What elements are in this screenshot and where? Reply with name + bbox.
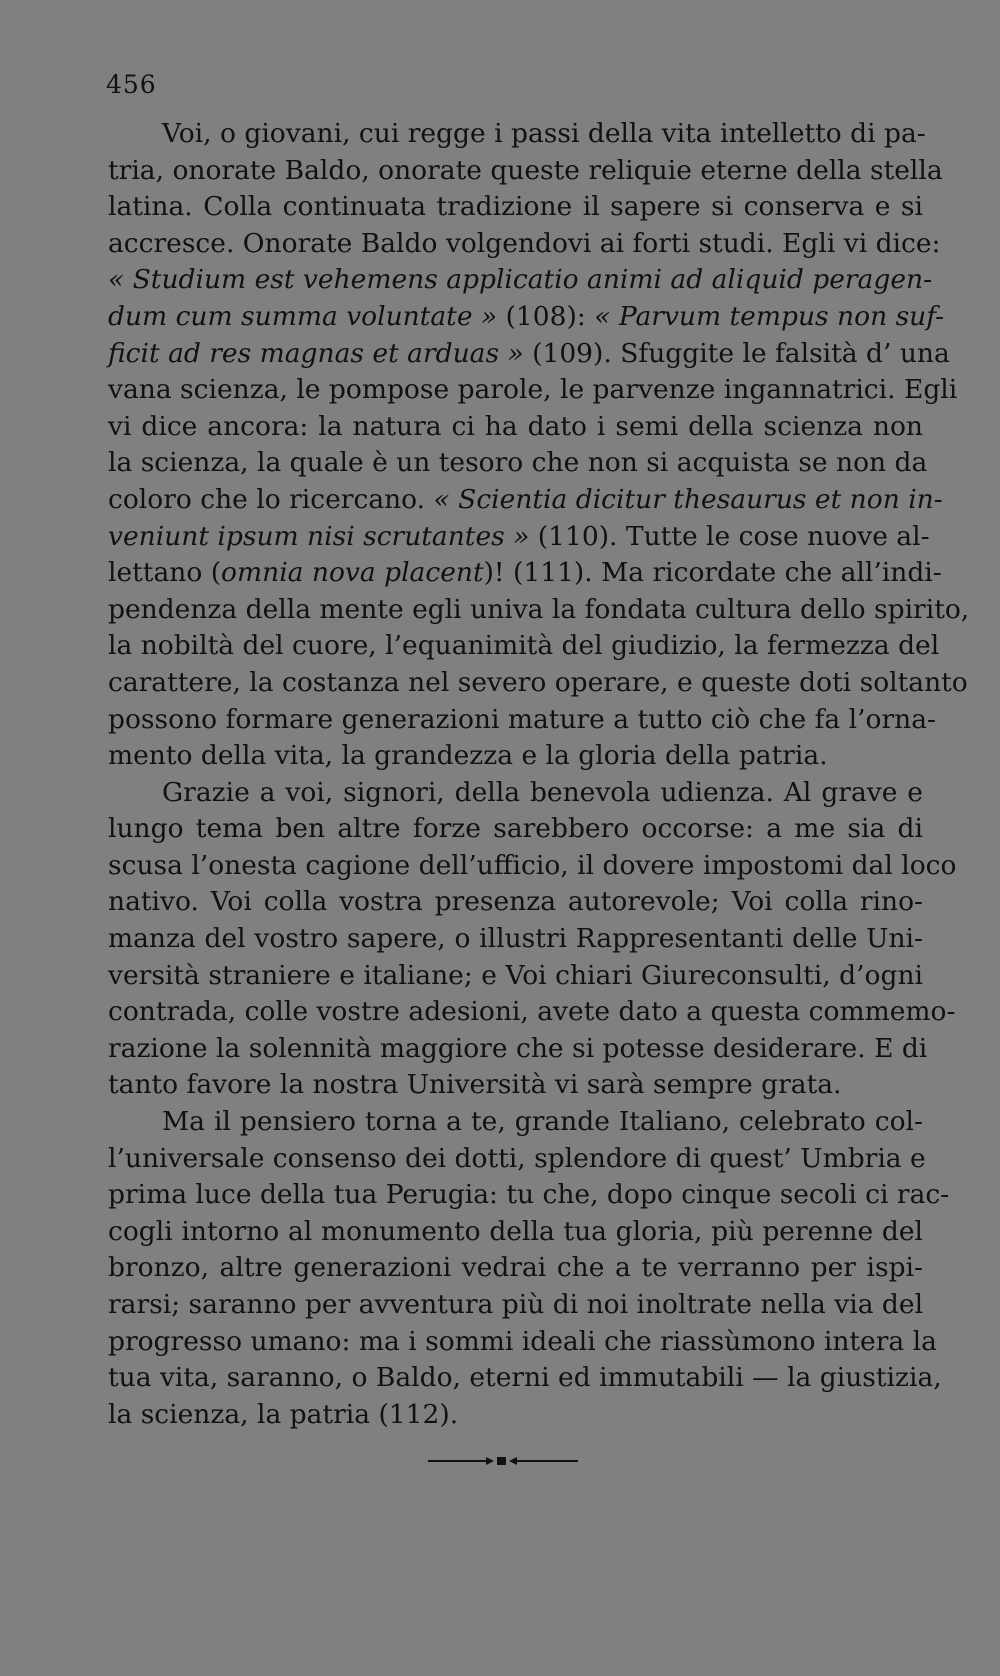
text-line: [108, 1104, 923, 1141]
text-line: [108, 628, 940, 665]
page-number: 456: [106, 70, 157, 99]
text-line: [108, 262, 933, 299]
text-segment: contrada, colle vostre adesioni, avete dato a questa commemo-: [108, 996, 956, 1028]
text-segment: tanto favore la nostra Università vi sarà sempre grata.: [108, 1069, 842, 1101]
text-segment: )! (111). Ma ricordate che all’indi-: [483, 557, 942, 589]
text-segment: vana scienza, le pompose parole, le parvenze ingannatrici. Egli: [108, 374, 958, 406]
text-segment: la scienza, la patria (112).: [108, 1398, 459, 1430]
text-segment: possono formare generazioni mature a tutto ciò che fa l’orna-: [108, 703, 936, 735]
latin-quotation: veniunt ipsum nisi scrutantes »: [108, 520, 530, 552]
text-line: [108, 409, 923, 446]
text-line: [108, 189, 923, 226]
text-line: [108, 811, 923, 848]
text-segment: (110). Tutte le cose nuove al-: [529, 520, 930, 552]
text-segment: cogli intorno al monumento della tua gloria, più perenne del: [108, 1215, 923, 1247]
text-line: [108, 702, 936, 739]
text-line: [108, 1397, 923, 1434]
text-line: [108, 994, 956, 1031]
text-line: [108, 1360, 942, 1397]
text-line: [108, 153, 943, 190]
text-segment: lungo tema ben altre forze sarebbero occorse: a me sia di: [108, 813, 923, 845]
paragraph: [108, 116, 970, 775]
text-line: [108, 482, 943, 519]
text-segment: Voi, o giovani, cui regge i passi della vita intelletto di pa-: [162, 118, 926, 149]
text-segment: Ma il pensiero torna a te, grande Italiano, celebrato col-: [162, 1106, 923, 1138]
text-line: [108, 226, 941, 263]
text-segment: carattere, la costanza nel severo operare, e queste doti soltanto: [108, 666, 968, 698]
text-line: [108, 555, 942, 592]
text-line: [108, 958, 923, 995]
text-segment: pendenza della mente egli univa la fondata cultura dello spirito,: [108, 593, 970, 625]
text-segment: manza del vostro sapere, o illustri Rappresentanti delle Uni-: [108, 923, 923, 955]
text-segment: prima luce della tua Perugia: tu che, dopo cinque secoli ci rac-: [108, 1179, 950, 1211]
text-line: [108, 1067, 923, 1104]
text-segment: progresso umano: ma i sommi ideali che riassùmono intera la: [108, 1325, 937, 1357]
text-segment: lettano (: [108, 557, 222, 589]
text-segment: accresce. Onorate Baldo volgendovi ai forti studi. Egli vi dice:: [108, 227, 941, 259]
latin-quotation: omnia nova placent: [221, 557, 484, 589]
text-segment: razione la solennità maggiore che si potesse desiderare. E di: [108, 1032, 928, 1064]
text-segment: coloro che lo ricercano.: [108, 483, 434, 515]
text-line: [108, 1287, 923, 1324]
text-line: [108, 445, 928, 482]
text-segment: versità straniere e italiane; e Voi chiari Giureconsulti, d’ogni: [108, 959, 923, 991]
typographic-rule-ornament-icon: [428, 1454, 578, 1468]
text-segment: tria, onorate Baldo, onorate queste reliquie eterne della stella: [108, 154, 943, 186]
text-line: [108, 116, 926, 153]
text-segment: (109). Sfuggite le falsità d’ una: [523, 337, 950, 369]
text-line: [108, 1250, 923, 1287]
text-segment: l’universale consenso dei dotti, splendore di quest’ Umbria e: [108, 1142, 926, 1174]
paragraph: [108, 775, 957, 1104]
latin-quotation: ficit ad res magnas et arduas »: [108, 337, 524, 369]
text-segment: rarsi; saranno per avventura più di noi inoltrate nella via del: [108, 1289, 924, 1320]
text-line: [108, 738, 923, 775]
text-segment: latina. Colla continuata tradizione il sapere si conserva e si: [108, 191, 923, 223]
text-line: [108, 775, 923, 812]
text-line: [108, 336, 950, 373]
text-segment: la scienza, la quale è un tesoro che non si acquista se non da: [108, 447, 928, 479]
text-segment: mento della vita, la grandezza e la gloria della patria.: [108, 740, 828, 772]
text-line: [108, 519, 930, 556]
text-segment: vi dice ancora: la natura ci ha dato i semi della scienza non: [108, 410, 923, 442]
latin-quotation: « Studium est vehemens applicatio animi ad aliquid peragen-: [108, 264, 933, 296]
text-line: [108, 299, 945, 336]
text-segment: tua vita, saranno, o Baldo, eterni ed immutabili — la giustizia,: [108, 1362, 942, 1394]
text-line: [108, 921, 923, 958]
latin-quotation: dum cum summa voluntate »: [108, 300, 498, 332]
text-segment: nativo. Voi colla vostra presenza autorevole; Voi colla rino-: [108, 886, 923, 918]
text-line: [108, 1031, 928, 1068]
text-segment: Grazie a voi, signori, della benevola udienza. Al grave e: [162, 776, 923, 808]
text-line: [108, 1214, 923, 1251]
text-segment: bronzo, altre generazioni vedrai che a te verranno per ispi-: [108, 1252, 923, 1284]
text-segment: la nobiltà del cuore, l’equanimità del giudizio, la fermezza del: [108, 630, 940, 662]
text-line: [108, 1141, 926, 1178]
text-line: [108, 1177, 950, 1214]
text-line: [108, 848, 957, 885]
latin-quotation: « Parvum tempus non suf-: [594, 300, 945, 332]
text-line: [108, 665, 968, 702]
text-line: [108, 372, 958, 409]
text-line: [108, 1324, 937, 1361]
paragraph: [108, 1104, 950, 1433]
text-segment: (108):: [497, 300, 595, 332]
text-line: [108, 592, 970, 629]
text-line: [108, 884, 923, 921]
latin-quotation: « Scientia dicitur thesaurus et non in-: [433, 483, 943, 515]
body-text: [108, 116, 970, 1433]
text-segment: scusa l’onesta cagione dell’ufficio, il dovere impostomi dal loco: [108, 849, 957, 881]
